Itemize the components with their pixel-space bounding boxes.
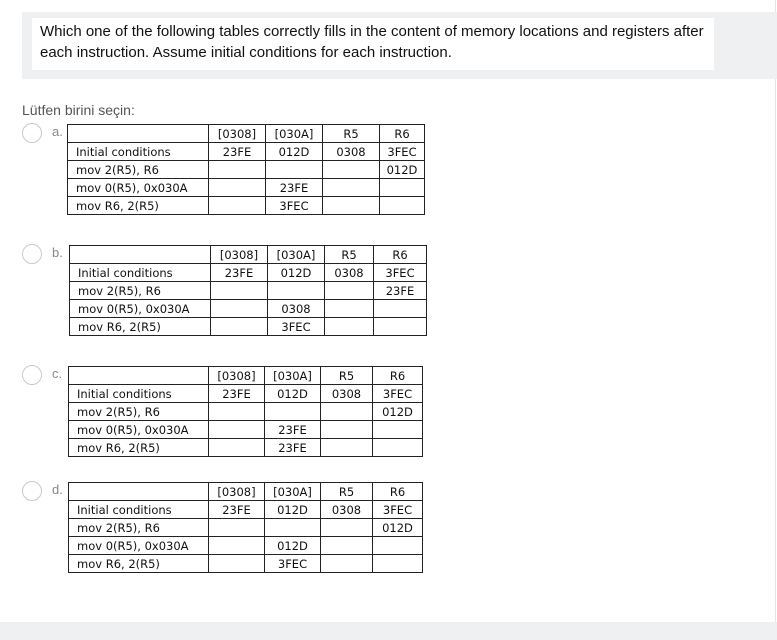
- bottom-band: [0, 622, 777, 640]
- column-header: [0308]: [209, 483, 265, 501]
- table-cell: 3FEC: [380, 143, 425, 161]
- table-cell: [374, 318, 427, 336]
- option-c-letter: c.: [52, 366, 63, 381]
- table-header-row: [69, 367, 423, 385]
- table-cell: 23FE: [211, 264, 268, 282]
- column-header: [030A]: [268, 246, 325, 264]
- row-label: Initial conditions: [70, 264, 211, 282]
- table-cell: [68, 125, 209, 143]
- row-label: mov R6, 2(R5): [69, 439, 209, 457]
- table-cell: 012D: [373, 403, 423, 421]
- table-cell: 0308: [321, 385, 373, 403]
- row-label: mov 2(R5), R6: [69, 403, 209, 421]
- option-a-radio[interactable]: [22, 123, 42, 143]
- table-cell: [323, 161, 380, 179]
- column-header: [030A]: [265, 367, 321, 385]
- option-b[interactable]: [22, 244, 442, 344]
- table-cell: [209, 537, 265, 555]
- table-row: [70, 264, 427, 282]
- row-label: mov 0(R5), 0x030A: [69, 421, 209, 439]
- table-cell: [268, 282, 325, 300]
- table-cell: 0308: [323, 143, 380, 161]
- table-cell: [209, 519, 265, 537]
- table-cell: [321, 537, 373, 555]
- row-label: mov R6, 2(R5): [68, 197, 209, 215]
- table-row: [69, 385, 423, 403]
- row-label: mov 0(R5), 0x030A: [69, 537, 209, 555]
- question-box: [22, 12, 777, 79]
- table-cell: 012D: [380, 161, 425, 179]
- table-row: [68, 179, 425, 197]
- table-cell: 23FE: [265, 439, 321, 457]
- option-d[interactable]: [22, 481, 442, 581]
- table-cell: [69, 367, 209, 385]
- table-cell: [321, 439, 373, 457]
- table-cell: [373, 537, 423, 555]
- table-cell: 0308: [268, 300, 325, 318]
- option-a-table: [67, 124, 425, 215]
- table-cell: 012D: [266, 143, 323, 161]
- row-label: Initial conditions: [69, 385, 209, 403]
- table-header-row: [68, 125, 425, 143]
- column-header: R5: [321, 367, 373, 385]
- table-cell: [209, 421, 265, 439]
- table-cell: [209, 403, 265, 421]
- option-a[interactable]: [22, 123, 442, 223]
- table-cell: [265, 519, 321, 537]
- table-row: [69, 421, 423, 439]
- table-row: [69, 519, 423, 537]
- column-header: [0308]: [209, 367, 265, 385]
- table-cell: 012D: [268, 264, 325, 282]
- table-row: [68, 143, 425, 161]
- table-cell: [323, 179, 380, 197]
- table-cell: [323, 197, 380, 215]
- table-cell: 23FE: [209, 385, 265, 403]
- option-d-letter: d.: [52, 482, 63, 497]
- column-header: R6: [373, 367, 423, 385]
- table-cell: [211, 300, 268, 318]
- table-row: [70, 300, 427, 318]
- table-cell: [209, 555, 265, 573]
- table-cell: [380, 179, 425, 197]
- column-header: R5: [325, 246, 374, 264]
- column-header: R5: [321, 483, 373, 501]
- table-cell: 3FEC: [265, 555, 321, 573]
- option-d-table: [68, 482, 423, 573]
- table-cell: [209, 197, 266, 215]
- table-cell: [325, 318, 374, 336]
- table-row: [69, 403, 423, 421]
- table-row: [70, 282, 427, 300]
- table-cell: [373, 439, 423, 457]
- table-cell: 012D: [265, 537, 321, 555]
- table-header-row: [70, 246, 427, 264]
- table-cell: 3FEC: [268, 318, 325, 336]
- table-cell: [321, 403, 373, 421]
- table-cell: 012D: [265, 501, 321, 519]
- table-row: [69, 537, 423, 555]
- option-c[interactable]: [22, 365, 442, 465]
- table-cell: [70, 246, 211, 264]
- option-b-table: [69, 245, 427, 336]
- table-row: [69, 501, 423, 519]
- column-header: [030A]: [265, 483, 321, 501]
- table-cell: [209, 161, 266, 179]
- option-b-radio[interactable]: [22, 244, 42, 264]
- table-cell: 3FEC: [373, 385, 423, 403]
- row-label: mov 2(R5), R6: [69, 519, 209, 537]
- table-cell: [325, 282, 374, 300]
- table-cell: 3FEC: [373, 501, 423, 519]
- table-cell: 23FE: [266, 179, 323, 197]
- table-cell: 23FE: [209, 501, 265, 519]
- option-b-letter: b.: [52, 245, 63, 260]
- table-cell: 3FEC: [374, 264, 427, 282]
- table-row: [70, 318, 427, 336]
- table-cell: 0308: [321, 501, 373, 519]
- table-cell: 0308: [325, 264, 374, 282]
- row-label: mov 2(R5), R6: [68, 161, 209, 179]
- option-c-table: [68, 366, 423, 457]
- table-cell: [380, 197, 425, 215]
- column-header: [0308]: [211, 246, 268, 264]
- table-cell: 23FE: [265, 421, 321, 439]
- question-text: Which one of the following tables correctly fills in the content of memory locations and registers after each instruction. Assume initial conditions for each instruction.: [32, 18, 714, 70]
- row-label: mov 0(R5), 0x030A: [70, 300, 211, 318]
- option-d-radio[interactable]: [22, 481, 42, 501]
- table-cell: 3FEC: [266, 197, 323, 215]
- table-cell: [321, 421, 373, 439]
- table-header-row: [69, 483, 423, 501]
- table-cell: [211, 282, 268, 300]
- table-cell: 23FE: [209, 143, 266, 161]
- table-cell: [211, 318, 268, 336]
- table-row: [69, 555, 423, 573]
- row-label: mov R6, 2(R5): [70, 318, 211, 336]
- table-cell: 23FE: [374, 282, 427, 300]
- table-cell: [325, 300, 374, 318]
- row-label: mov 0(R5), 0x030A: [68, 179, 209, 197]
- table-cell: 012D: [265, 385, 321, 403]
- table-cell: [209, 439, 265, 457]
- row-label: mov 2(R5), R6: [70, 282, 211, 300]
- answer-prompt: Lütfen birini seçin:: [22, 102, 135, 118]
- option-a-letter: a.: [52, 124, 63, 139]
- table-row: [68, 161, 425, 179]
- column-header: [030A]: [266, 125, 323, 143]
- table-cell: [265, 403, 321, 421]
- table-cell: 012D: [373, 519, 423, 537]
- table-cell: [69, 483, 209, 501]
- table-cell: [321, 519, 373, 537]
- column-header: [0308]: [209, 125, 266, 143]
- table-cell: [321, 555, 373, 573]
- row-label: Initial conditions: [69, 501, 209, 519]
- row-label: mov R6, 2(R5): [69, 555, 209, 573]
- option-c-radio[interactable]: [22, 365, 42, 385]
- table-cell: [266, 161, 323, 179]
- column-header: R6: [373, 483, 423, 501]
- table-cell: [373, 555, 423, 573]
- table-cell: [374, 300, 427, 318]
- table-cell: [373, 421, 423, 439]
- table-row: [69, 439, 423, 457]
- row-label: Initial conditions: [68, 143, 209, 161]
- table-cell: [209, 179, 266, 197]
- table-row: [68, 197, 425, 215]
- column-header: R6: [374, 246, 427, 264]
- column-header: R5: [323, 125, 380, 143]
- column-header: R6: [380, 125, 425, 143]
